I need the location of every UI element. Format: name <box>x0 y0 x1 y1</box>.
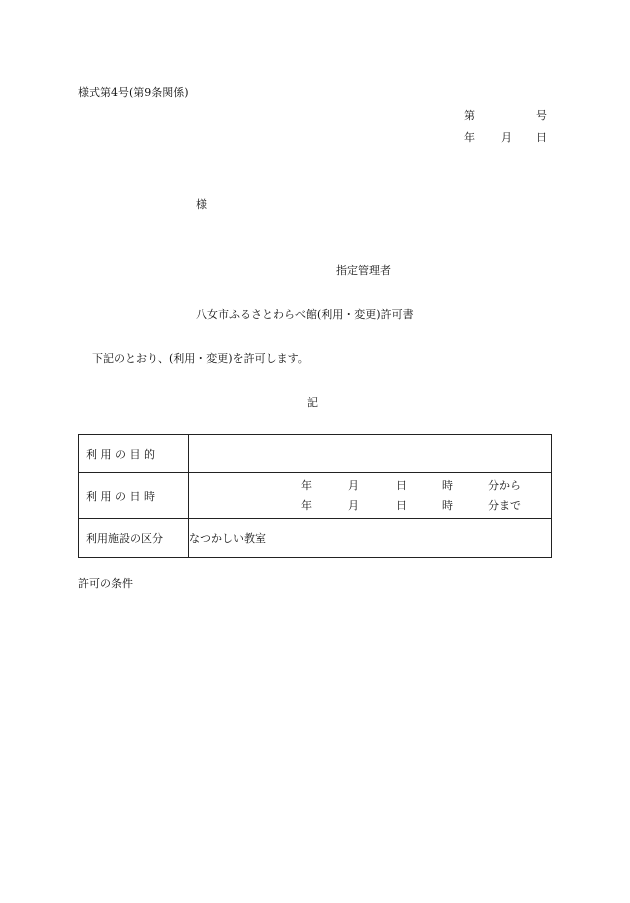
facility-value: なつかしい教室 <box>189 519 552 558</box>
facility-label: 利用施設の区分 <box>79 519 189 558</box>
conditions-label: 許可の条件 <box>78 577 133 590</box>
issuer-label: 指定管理者 <box>336 264 391 277</box>
datetime-label <box>79 473 189 519</box>
issue-date-year: 年 <box>464 131 475 144</box>
table-row-facility <box>79 519 552 558</box>
issue-date-month: 月 <box>501 131 512 144</box>
to-day: 日 <box>396 498 407 512</box>
to-minute: 分まで <box>488 498 521 512</box>
datetime-to-line <box>189 496 551 516</box>
table-row-datetime <box>79 473 552 519</box>
datetime-value <box>189 473 552 519</box>
from-month: 月 <box>348 478 359 492</box>
from-hour: 時 <box>442 478 453 492</box>
permit-details-table <box>78 434 552 558</box>
document-title: 八女市ふるさとわらべ館(利用・変更)許可書 <box>196 308 414 321</box>
issue-date-day: 日 <box>536 131 547 144</box>
from-day: 日 <box>396 478 407 492</box>
from-minute: 分から <box>488 478 521 492</box>
addressee-honorific: 様 <box>196 198 207 211</box>
from-year: 年 <box>301 478 312 492</box>
purpose-label-text: 利 用 の 目 的 <box>86 447 155 461</box>
to-year: 年 <box>301 498 312 512</box>
purpose-value <box>189 435 552 473</box>
to-hour: 時 <box>442 498 453 512</box>
form-number: 様式第4号(第9条関係) <box>78 86 189 99</box>
datetime-from-line <box>189 476 551 496</box>
to-month: 月 <box>348 498 359 512</box>
purpose-label <box>79 435 189 473</box>
document-number-prefix: 第 <box>464 109 475 122</box>
table-row-purpose <box>79 435 552 473</box>
ki-heading: 記 <box>307 396 318 409</box>
intro-text: 下記のとおり、(利用・変更)を許可します。 <box>92 352 309 365</box>
datetime-label-text: 利 用 の 日 時 <box>86 489 155 503</box>
document-number-suffix: 号 <box>536 109 547 122</box>
